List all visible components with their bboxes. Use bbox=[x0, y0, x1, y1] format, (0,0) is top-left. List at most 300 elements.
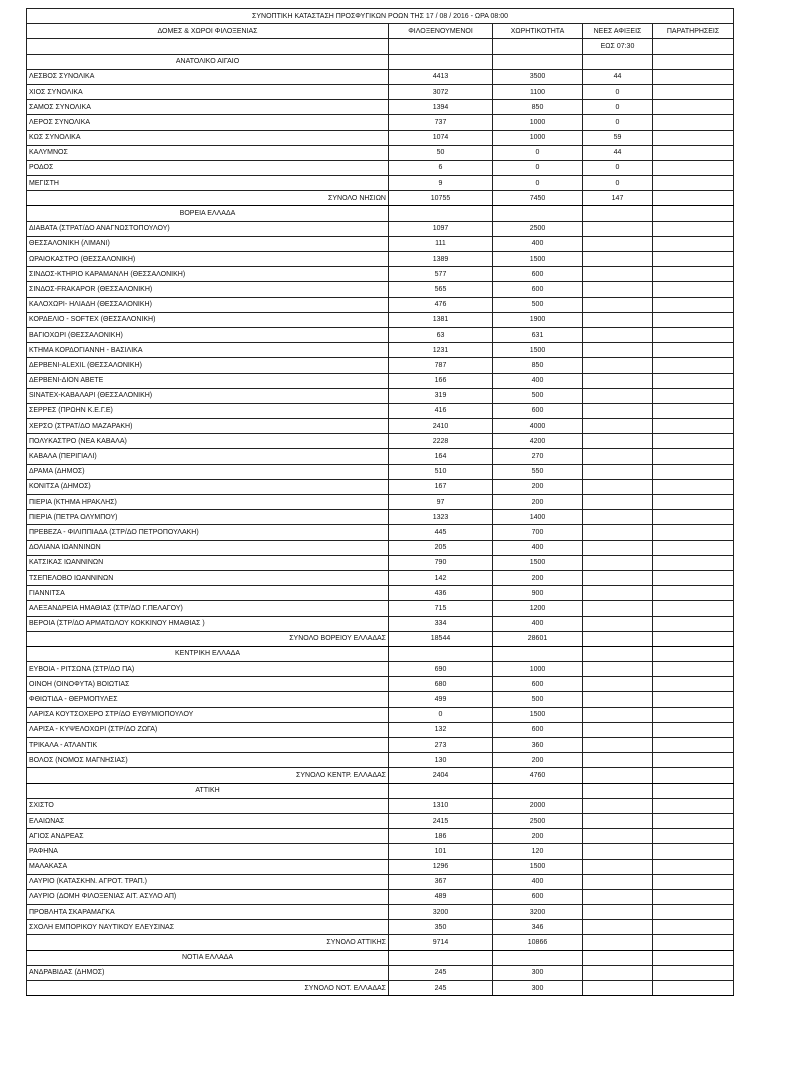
facility-name: ΧΕΡΣΟ (ΣΤΡΑΤ/ΔΟ ΜΑΖΑΡΑΚΗ) bbox=[27, 419, 389, 434]
facility-name: ΒΕΡΟΙΑ (ΣΤΡ/ΔΟ ΑΡΜΑΤΩΛΟΥ ΚΟΚΚΙΝΟΥ ΗΜΑΘΙΑΣ ) bbox=[27, 616, 389, 631]
arrivals-value bbox=[583, 722, 653, 737]
table-row bbox=[27, 297, 734, 312]
guests-value: 476 bbox=[389, 297, 493, 312]
arrivals-value: 44 bbox=[583, 69, 653, 84]
guests-value: 1381 bbox=[389, 312, 493, 327]
section-title: ΑΝΑΤΟΛΙΚΟ ΑΙΓΑΙΟ bbox=[27, 54, 389, 69]
capacity-value: 600 bbox=[493, 889, 583, 904]
total-notes bbox=[653, 935, 734, 950]
notes-value bbox=[653, 419, 734, 434]
arrivals-value: 0 bbox=[583, 160, 653, 175]
notes-value bbox=[653, 403, 734, 418]
notes-value bbox=[653, 798, 734, 813]
table-row bbox=[27, 677, 734, 692]
guests-value: 445 bbox=[389, 525, 493, 540]
empty-cell bbox=[389, 950, 493, 965]
notes-value bbox=[653, 586, 734, 601]
guests-value: 3200 bbox=[389, 905, 493, 920]
capacity-value: 631 bbox=[493, 327, 583, 342]
guests-value: 1310 bbox=[389, 798, 493, 813]
facility-name: ΧΙΟΣ ΣΥΝΟΛΙΚΑ bbox=[27, 84, 389, 99]
empty-cell bbox=[493, 646, 583, 661]
facility-name: ΛΑΡΙΣΑ - ΚΥΨΕΛΟΧΩΡΙ (ΣΤΡ/ΔΟ ΖΩΓΑ) bbox=[27, 722, 389, 737]
table-row bbox=[27, 130, 734, 145]
notes-value bbox=[653, 965, 734, 980]
total-label: ΣΥΝΟΛΟ ΝΟΤ. ΕΛΛΑΔΑΣ bbox=[27, 981, 389, 996]
facility-name: ΔΟΛΙΑΝΑ ΙΩΑΝΝΙΝΩΝ bbox=[27, 540, 389, 555]
capacity-value: 200 bbox=[493, 829, 583, 844]
arrivals-value bbox=[583, 434, 653, 449]
section-total-row bbox=[27, 981, 734, 996]
guests-value: 0 bbox=[389, 707, 493, 722]
guests-value: 499 bbox=[389, 692, 493, 707]
arrivals-value bbox=[583, 707, 653, 722]
header-capacity: ΧΩΡΗΤΙΚΟΤΗΤΑ bbox=[493, 24, 583, 39]
table-row bbox=[27, 722, 734, 737]
arrivals-value bbox=[583, 495, 653, 510]
notes-value bbox=[653, 327, 734, 342]
table-row bbox=[27, 889, 734, 904]
table-row bbox=[27, 419, 734, 434]
arrivals-value bbox=[583, 586, 653, 601]
notes-value bbox=[653, 358, 734, 373]
facility-name: ΡΟΔΟΣ bbox=[27, 160, 389, 175]
guests-value: 690 bbox=[389, 662, 493, 677]
total-guests: 9714 bbox=[389, 935, 493, 950]
arrivals-value bbox=[583, 905, 653, 920]
table-row bbox=[27, 160, 734, 175]
facility-name: ΣΑΜΟΣ ΣΥΝΟΛΙΚΑ bbox=[27, 100, 389, 115]
facility-name: ΚΑΛΥΜΝΟΣ bbox=[27, 145, 389, 160]
table-row bbox=[27, 616, 734, 631]
arrivals-value bbox=[583, 358, 653, 373]
header-name: ΔΟΜΕΣ & ΧΩΡΟΙ ΦΙΛΟΞΕΝΙΑΣ bbox=[27, 24, 389, 39]
empty-cell bbox=[583, 783, 653, 798]
table-row bbox=[27, 312, 734, 327]
total-notes bbox=[653, 191, 734, 206]
facility-name: ΠΟΛΥΚΑΣΤΡΟ (ΝΕΑ ΚΑΒΑΛΑ) bbox=[27, 434, 389, 449]
notes-value bbox=[653, 252, 734, 267]
table-row bbox=[27, 221, 734, 236]
capacity-value: 1100 bbox=[493, 84, 583, 99]
table-row bbox=[27, 555, 734, 570]
section-header-row bbox=[27, 54, 734, 69]
arrivals-value bbox=[583, 844, 653, 859]
total-arrivals bbox=[583, 981, 653, 996]
facility-name: ΚΑΛΟΧΩΡΙ- ΗΛΙΑΔΗ (ΘΕΣΣΑΛΟΝΙΚΗ) bbox=[27, 297, 389, 312]
notes-value bbox=[653, 662, 734, 677]
total-notes bbox=[653, 768, 734, 783]
capacity-value: 600 bbox=[493, 677, 583, 692]
arrivals-value: 0 bbox=[583, 84, 653, 99]
total-guests: 2404 bbox=[389, 768, 493, 783]
table-row bbox=[27, 753, 734, 768]
guests-value: 186 bbox=[389, 829, 493, 844]
table-row bbox=[27, 388, 734, 403]
total-guests: 10755 bbox=[389, 191, 493, 206]
total-label: ΣΥΝΟΛΟ ΝΗΣΙΩΝ bbox=[27, 191, 389, 206]
facility-name: ΒΑΓΙΟΧΩΡΙ (ΘΕΣΣΑΛΟΝΙΚΗ) bbox=[27, 327, 389, 342]
arrivals-value bbox=[583, 540, 653, 555]
capacity-value: 200 bbox=[493, 753, 583, 768]
guests-value: 4413 bbox=[389, 69, 493, 84]
total-arrivals: 147 bbox=[583, 191, 653, 206]
capacity-value: 1000 bbox=[493, 115, 583, 130]
empty-cell bbox=[653, 54, 734, 69]
table-row bbox=[27, 464, 734, 479]
capacity-value: 850 bbox=[493, 100, 583, 115]
facility-name: ΕΥΒΟΙΑ - ΡΙΤΣΩΝΑ (ΣΤΡ/ΔΟ ΠΑ) bbox=[27, 662, 389, 677]
guests-value: 319 bbox=[389, 388, 493, 403]
notes-value bbox=[653, 874, 734, 889]
section-title: ΑΤΤΙΚΗ bbox=[27, 783, 389, 798]
notes-value bbox=[653, 297, 734, 312]
notes-value bbox=[653, 889, 734, 904]
table-row bbox=[27, 373, 734, 388]
table-row bbox=[27, 115, 734, 130]
header-row bbox=[27, 24, 734, 39]
subheader-row bbox=[27, 39, 734, 54]
guests-value: 164 bbox=[389, 449, 493, 464]
capacity-value: 200 bbox=[493, 479, 583, 494]
arrivals-value bbox=[583, 312, 653, 327]
arrivals-value bbox=[583, 738, 653, 753]
facility-name: SINATEX-ΚΑΒΑΛΑΡΙ (ΘΕΣΣΑΛΟΝΙΚΗ) bbox=[27, 388, 389, 403]
arrivals-value bbox=[583, 829, 653, 844]
arrivals-value bbox=[583, 525, 653, 540]
facility-name: ΚΩΣ ΣΥΝΟΛΙΚΑ bbox=[27, 130, 389, 145]
guests-value: 737 bbox=[389, 115, 493, 130]
empty-cell bbox=[389, 206, 493, 221]
empty-cell bbox=[583, 206, 653, 221]
notes-value bbox=[653, 859, 734, 874]
empty-cell bbox=[493, 54, 583, 69]
total-arrivals bbox=[583, 631, 653, 646]
notes-value bbox=[653, 753, 734, 768]
arrivals-value bbox=[583, 221, 653, 236]
facility-name: ΑΛΕΞΑΝΔΡΕΙΑ ΗΜΑΘΙΑΣ (ΣΤΡ/ΔΟ Γ.ΠΕΛΑΓΟΥ) bbox=[27, 601, 389, 616]
arrivals-value bbox=[583, 510, 653, 525]
notes-value bbox=[653, 434, 734, 449]
table-row bbox=[27, 176, 734, 191]
notes-value bbox=[653, 570, 734, 585]
arrivals-value bbox=[583, 859, 653, 874]
total-guests: 18544 bbox=[389, 631, 493, 646]
subheader-empty bbox=[493, 39, 583, 54]
facility-name: ΟΙΝΟΗ (ΟΙΝΟΦΥΤΑ) ΒΟΙΩΤΙΑΣ bbox=[27, 677, 389, 692]
notes-value bbox=[653, 130, 734, 145]
table-row bbox=[27, 540, 734, 555]
notes-value bbox=[653, 176, 734, 191]
capacity-value: 600 bbox=[493, 267, 583, 282]
table-row bbox=[27, 479, 734, 494]
total-capacity: 28601 bbox=[493, 631, 583, 646]
capacity-value: 0 bbox=[493, 176, 583, 191]
capacity-value: 850 bbox=[493, 358, 583, 373]
table-row bbox=[27, 905, 734, 920]
arrivals-value bbox=[583, 813, 653, 828]
notes-value bbox=[653, 267, 734, 282]
arrivals-value bbox=[583, 965, 653, 980]
table-row bbox=[27, 236, 734, 251]
arrivals-value bbox=[583, 662, 653, 677]
arrivals-value bbox=[583, 798, 653, 813]
facility-name: ΛΕΣΒΟΣ ΣΥΝΟΛΙΚΑ bbox=[27, 69, 389, 84]
facility-name: ΓΙΑΝΝΙΤΣΑ bbox=[27, 586, 389, 601]
guests-value: 2410 bbox=[389, 419, 493, 434]
notes-value bbox=[653, 495, 734, 510]
guests-value: 1296 bbox=[389, 859, 493, 874]
notes-value bbox=[653, 145, 734, 160]
subheader-empty bbox=[389, 39, 493, 54]
section-header-row bbox=[27, 646, 734, 661]
guests-value: 350 bbox=[389, 920, 493, 935]
guests-value: 9 bbox=[389, 176, 493, 191]
capacity-value: 1500 bbox=[493, 859, 583, 874]
capacity-value: 200 bbox=[493, 495, 583, 510]
empty-cell bbox=[583, 646, 653, 661]
facility-name: ΚΤΗΜΑ ΚΟΡΔΟΓΙΑΝΝΗ - ΒΑΣΙΛΙΚΑ bbox=[27, 343, 389, 358]
facility-name: ΤΡΙΚΑΛΑ - ΑΤΛΑΝΤΙΚ bbox=[27, 738, 389, 753]
capacity-value: 1900 bbox=[493, 312, 583, 327]
capacity-value: 2000 bbox=[493, 798, 583, 813]
guests-value: 111 bbox=[389, 236, 493, 251]
table-row bbox=[27, 844, 734, 859]
empty-cell bbox=[653, 206, 734, 221]
notes-value bbox=[653, 844, 734, 859]
arrivals-value: 0 bbox=[583, 115, 653, 130]
notes-value bbox=[653, 373, 734, 388]
table-row bbox=[27, 965, 734, 980]
table-row bbox=[27, 738, 734, 753]
empty-cell bbox=[653, 783, 734, 798]
notes-value bbox=[653, 601, 734, 616]
section-total-row bbox=[27, 631, 734, 646]
facility-name: ΜΑΛΑΚΑΣΑ bbox=[27, 859, 389, 874]
arrivals-value bbox=[583, 555, 653, 570]
guests-value: 416 bbox=[389, 403, 493, 418]
facility-name: ΦΘΙΩΤΙΔΑ - ΘΕΡΜΟΠΥΛΕΣ bbox=[27, 692, 389, 707]
notes-value bbox=[653, 100, 734, 115]
capacity-value: 1000 bbox=[493, 662, 583, 677]
total-arrivals bbox=[583, 935, 653, 950]
table-row bbox=[27, 525, 734, 540]
capacity-value: 2500 bbox=[493, 221, 583, 236]
notes-value bbox=[653, 343, 734, 358]
table-row bbox=[27, 343, 734, 358]
guests-value: 577 bbox=[389, 267, 493, 282]
empty-cell bbox=[653, 646, 734, 661]
table-row bbox=[27, 449, 734, 464]
arrivals-value bbox=[583, 327, 653, 342]
arrivals-value bbox=[583, 297, 653, 312]
section-header-row bbox=[27, 950, 734, 965]
arrivals-value bbox=[583, 236, 653, 251]
section-total-row bbox=[27, 935, 734, 950]
arrivals-value: 0 bbox=[583, 100, 653, 115]
capacity-value: 1500 bbox=[493, 252, 583, 267]
guests-value: 680 bbox=[389, 677, 493, 692]
notes-value bbox=[653, 829, 734, 844]
facility-name: ΘΕΣΣΑΛΟΝΙΚΗ (ΛΙΜΑΝΙ) bbox=[27, 236, 389, 251]
section-title: ΚΕΝΤΡΙΚΗ ΕΛΛΑΔΑ bbox=[27, 646, 389, 661]
empty-cell bbox=[389, 54, 493, 69]
total-guests: 245 bbox=[389, 981, 493, 996]
total-label: ΣΥΝΟΛΟ ΒΟΡΕΙΟΥ ΕΛΛΑΔΑΣ bbox=[27, 631, 389, 646]
empty-cell bbox=[493, 783, 583, 798]
facility-name: ΚΟΝΙΤΣΑ (ΔΗΜΟΣ) bbox=[27, 479, 389, 494]
facility-name: ΠΙΕΡΙΑ (ΠΕΤΡΑ ΟΛΥΜΠΟΥ) bbox=[27, 510, 389, 525]
table-row bbox=[27, 403, 734, 418]
facility-name: ΑΓΙΟΣ ΑΝΔΡΕΑΣ bbox=[27, 829, 389, 844]
notes-value bbox=[653, 388, 734, 403]
notes-value bbox=[653, 282, 734, 297]
empty-cell bbox=[493, 950, 583, 965]
arrivals-value bbox=[583, 388, 653, 403]
notes-value bbox=[653, 115, 734, 130]
empty-cell bbox=[389, 646, 493, 661]
empty-cell bbox=[583, 950, 653, 965]
facility-name: ΛΕΡΟΣ ΣΥΝΟΛΙΚΑ bbox=[27, 115, 389, 130]
capacity-value: 4200 bbox=[493, 434, 583, 449]
arrivals-value bbox=[583, 570, 653, 585]
guests-value: 367 bbox=[389, 874, 493, 889]
guests-value: 142 bbox=[389, 570, 493, 585]
notes-value bbox=[653, 813, 734, 828]
arrivals-value bbox=[583, 616, 653, 631]
capacity-value: 400 bbox=[493, 874, 583, 889]
capacity-value: 400 bbox=[493, 540, 583, 555]
capacity-value: 200 bbox=[493, 570, 583, 585]
capacity-value: 0 bbox=[493, 145, 583, 160]
capacity-value: 600 bbox=[493, 722, 583, 737]
table-row bbox=[27, 662, 734, 677]
notes-value bbox=[653, 84, 734, 99]
capacity-value: 3500 bbox=[493, 69, 583, 84]
table-row bbox=[27, 874, 734, 889]
table-row bbox=[27, 267, 734, 282]
capacity-value: 900 bbox=[493, 586, 583, 601]
section-header-row bbox=[27, 206, 734, 221]
facility-name: ΣΧΟΛΗ ΕΜΠΟΡΙΚΟΥ ΝΑΥΤΙΚΟΥ ΕΛΕΥΣΙΝΑΣ bbox=[27, 920, 389, 935]
guests-value: 273 bbox=[389, 738, 493, 753]
table-row bbox=[27, 145, 734, 160]
facility-name: ΤΣΕΠΕΛΟΒΟ ΙΩΑΝΝΙΝΩΝ bbox=[27, 570, 389, 585]
facility-name: ΔΕΡΒΕΝΙ-ΔΙΟΝ ΑΒΕΤΕ bbox=[27, 373, 389, 388]
header-notes: ΠΑΡΑΤΗΡΗΣΕΙΣ bbox=[653, 24, 734, 39]
total-notes bbox=[653, 631, 734, 646]
facility-name: ΔΕΡΒΕΝΙ-ALEXIL (ΘΕΣΣΑΛΟΝΙΚΗ) bbox=[27, 358, 389, 373]
guests-value: 489 bbox=[389, 889, 493, 904]
facility-name: ΛΑΥΡΙΟ (ΚΑΤΑΣΚΗΝ. ΑΓΡΟΤ. ΤΡΑΠ.) bbox=[27, 874, 389, 889]
total-label: ΣΥΝΟΛΟ ΚΕΝΤΡ. ΕΛΛΑΔΑΣ bbox=[27, 768, 389, 783]
guests-value: 790 bbox=[389, 555, 493, 570]
capacity-value: 1500 bbox=[493, 343, 583, 358]
facility-name: ΚΟΡΔΕΛΙΟ - SOFTEX (ΘΕΣΣΑΛΟΝΙΚΗ) bbox=[27, 312, 389, 327]
capacity-value: 360 bbox=[493, 738, 583, 753]
notes-value bbox=[653, 236, 734, 251]
empty-cell bbox=[389, 783, 493, 798]
section-total-row bbox=[27, 191, 734, 206]
guests-value: 50 bbox=[389, 145, 493, 160]
table-row bbox=[27, 829, 734, 844]
subheader-empty bbox=[653, 39, 734, 54]
total-capacity: 7450 bbox=[493, 191, 583, 206]
notes-value bbox=[653, 920, 734, 935]
guests-value: 1097 bbox=[389, 221, 493, 236]
arrivals-value bbox=[583, 920, 653, 935]
guests-value: 63 bbox=[389, 327, 493, 342]
capacity-value: 1500 bbox=[493, 555, 583, 570]
guests-value: 1323 bbox=[389, 510, 493, 525]
notes-value bbox=[653, 510, 734, 525]
notes-value bbox=[653, 692, 734, 707]
capacity-value: 400 bbox=[493, 373, 583, 388]
capacity-value: 600 bbox=[493, 403, 583, 418]
empty-cell bbox=[653, 950, 734, 965]
guests-value: 436 bbox=[389, 586, 493, 601]
table-row bbox=[27, 495, 734, 510]
facility-name: ΔΡΑΜΑ (ΔΗΜΟΣ) bbox=[27, 464, 389, 479]
title-row bbox=[27, 9, 734, 24]
guests-value: 1394 bbox=[389, 100, 493, 115]
facility-name: ΕΛΑΙΩΝΑΣ bbox=[27, 813, 389, 828]
notes-value bbox=[653, 555, 734, 570]
capacity-value: 1000 bbox=[493, 130, 583, 145]
header-arrivals-until: ΕΩΣ 07:30 bbox=[583, 39, 653, 54]
table-row bbox=[27, 813, 734, 828]
capacity-value: 1400 bbox=[493, 510, 583, 525]
guests-value: 132 bbox=[389, 722, 493, 737]
guests-value: 3072 bbox=[389, 84, 493, 99]
facility-name: ΠΡΕΒΕΖΑ - ΦΙΛΙΠΠΙΑΔΑ (ΣΤΡ/ΔΟ ΠΕΤΡΟΠΟΥΛΑΚΗ) bbox=[27, 525, 389, 540]
empty-cell bbox=[583, 54, 653, 69]
capacity-value: 500 bbox=[493, 297, 583, 312]
capacity-value: 500 bbox=[493, 692, 583, 707]
guests-value: 101 bbox=[389, 844, 493, 859]
facility-name: ΠΡΟΒΛΗΤΑ ΣΚΑΡΑΜΑΓΚΑ bbox=[27, 905, 389, 920]
arrivals-value bbox=[583, 677, 653, 692]
notes-value bbox=[653, 464, 734, 479]
capacity-value: 1200 bbox=[493, 601, 583, 616]
notes-value bbox=[653, 616, 734, 631]
empty-cell bbox=[493, 206, 583, 221]
arrivals-value bbox=[583, 403, 653, 418]
capacity-value: 2500 bbox=[493, 813, 583, 828]
facility-name: ΑΝΔΡΑΒΙΔΑΣ (ΔΗΜΟΣ) bbox=[27, 965, 389, 980]
guests-value: 6 bbox=[389, 160, 493, 175]
guests-value: 787 bbox=[389, 358, 493, 373]
table-row bbox=[27, 570, 734, 585]
facility-name: ΚΑΤΣΙΚΑΣ ΙΩΑΝΝΙΝΩΝ bbox=[27, 555, 389, 570]
table-row bbox=[27, 69, 734, 84]
guests-value: 565 bbox=[389, 282, 493, 297]
section-header-row bbox=[27, 783, 734, 798]
guests-value: 2228 bbox=[389, 434, 493, 449]
arrivals-value bbox=[583, 874, 653, 889]
arrivals-value: 0 bbox=[583, 176, 653, 191]
facility-name: ΒΟΛΟΣ (ΝΟΜΟΣ ΜΑΓΝΗΣΙΑΣ) bbox=[27, 753, 389, 768]
notes-value bbox=[653, 160, 734, 175]
notes-value bbox=[653, 905, 734, 920]
guests-value: 245 bbox=[389, 965, 493, 980]
notes-value bbox=[653, 479, 734, 494]
table-row bbox=[27, 692, 734, 707]
total-capacity: 300 bbox=[493, 981, 583, 996]
table-row bbox=[27, 282, 734, 297]
arrivals-value bbox=[583, 464, 653, 479]
arrivals-value bbox=[583, 267, 653, 282]
